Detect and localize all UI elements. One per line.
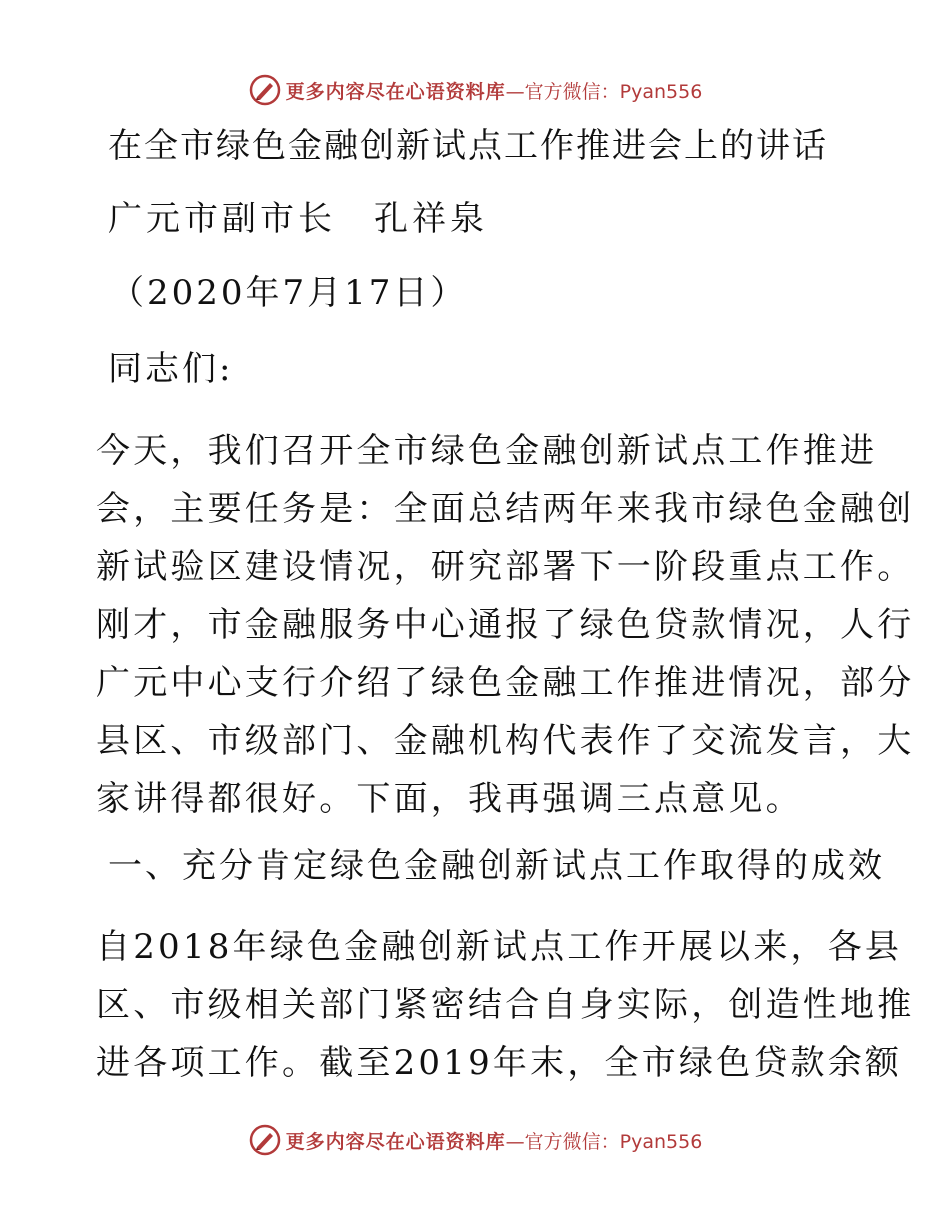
document-author: 广元市副市长 孔祥泉 xyxy=(108,199,488,239)
paragraph-line: 县区、市级部门、金融机构代表作了交流发言，大 xyxy=(96,721,915,761)
pen-logo-icon xyxy=(248,73,282,107)
paragraph-line: 进各项工作。截至2019年末，全市绿色贷款余额 xyxy=(96,1043,903,1083)
paragraph-line: 区、市级相关部门紧密结合自身实际，创造性地推 xyxy=(96,985,915,1025)
paragraph-line: 今天，我们召开全市绿色金融创新试点工作推进 xyxy=(96,431,878,471)
paragraph-line: 新试验区建设情况，研究部署下一阶段重点工作。 xyxy=(96,547,915,587)
watermark-brand: 更多内容尽在心语资料库 xyxy=(285,1130,506,1153)
watermark-brand: 更多内容尽在心语资料库 xyxy=(285,80,506,103)
paragraph-intro xyxy=(96,422,915,828)
section-heading-1: 一、充分肯定绿色金融创新试点工作取得的成效 xyxy=(108,846,885,886)
document-date: （2020年7月17日） xyxy=(110,273,468,313)
paragraph-line: 家讲得都很好。下面，我再强调三点意见。 xyxy=(96,779,803,819)
watermark-bottom xyxy=(0,1120,950,1160)
paragraph-line: 会，主要任务是：全面总结两年来我市绿色金融创 xyxy=(96,489,915,529)
document-title: 在全市绿色金融创新试点工作推进会上的讲话 xyxy=(108,126,828,166)
paragraph-section-1 xyxy=(96,918,915,1092)
salutation: 同志们: xyxy=(108,349,234,389)
paragraph-line: 广元中心支行介绍了绿色金融工作推进情况，部分 xyxy=(96,663,915,703)
watermark-contact: —官方微信：Pyan556 xyxy=(505,1130,703,1153)
pen-logo-icon xyxy=(248,1123,282,1157)
paragraph-line: 刚才，市金融服务中心通报了绿色贷款情况，人行 xyxy=(96,605,915,645)
paragraph-line: 自2018年绿色金融创新试点工作开展以来，各县 xyxy=(96,927,903,967)
watermark-contact: —官方微信：Pyan556 xyxy=(505,80,703,103)
watermark-top xyxy=(0,70,950,110)
